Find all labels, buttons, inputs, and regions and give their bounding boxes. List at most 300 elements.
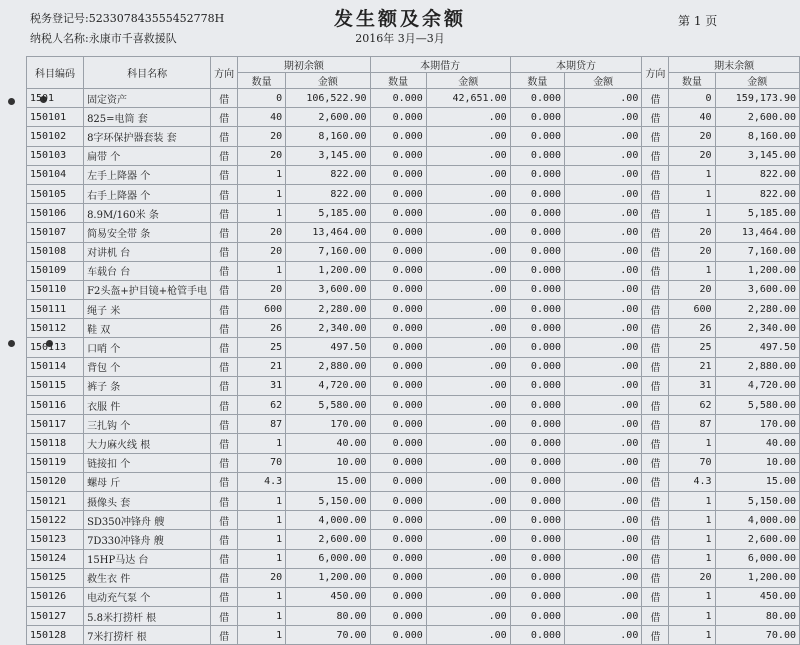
cell-ca: .00 [565,146,642,165]
table-row [27,338,800,357]
cell-dq: 0.000 [370,415,426,434]
col-qty: 数量 [510,73,564,89]
cell-dir: 借 [211,549,238,568]
cell-eq: 25 [669,338,715,357]
col-name: 科目名称 [84,57,211,89]
cell-dir: 借 [211,242,238,261]
cell-cq: 0.000 [510,376,564,395]
cell-oq: 70 [238,453,286,472]
cell-dir2: 借 [642,146,669,165]
cell-oq: 40 [238,108,286,127]
cell-eq: 20 [669,280,715,299]
cell-ea: 450.00 [715,587,799,606]
table-row [27,319,800,338]
cell-ca: .00 [565,434,642,453]
cell-oa: 450.00 [286,587,370,606]
table-row [27,472,800,491]
cell-dq: 0.000 [370,108,426,127]
cell-ca: .00 [565,587,642,606]
cell-dq: 0.000 [370,376,426,395]
cell-dir2: 借 [642,108,669,127]
cell-code: 150123 [27,530,84,549]
cell-oq: 20 [238,146,286,165]
cell-oq: 1 [238,626,286,645]
cell-ca: .00 [565,511,642,530]
cell-dir: 借 [211,280,238,299]
table-row [27,89,800,108]
cell-da: .00 [426,434,510,453]
cell-cq: 0.000 [510,204,564,223]
cell-da: .00 [426,127,510,146]
cell-cq: 0.000 [510,396,564,415]
cell-eq: 1 [669,184,715,203]
table-row [27,242,800,261]
cell-ca: .00 [565,184,642,203]
cell-ea: 5,580.00 [715,396,799,415]
cell-da: .00 [426,184,510,203]
table-row [27,530,800,549]
cell-dq: 0.000 [370,626,426,645]
cell-ea: 70.00 [715,626,799,645]
table-row [27,204,800,223]
cell-code: 150116 [27,396,84,415]
col-qty: 数量 [669,73,715,89]
cell-dq: 0.000 [370,587,426,606]
cell-oq: 20 [238,127,286,146]
cell-oq: 20 [238,568,286,587]
col-qty: 数量 [370,73,426,89]
col-qty: 数量 [238,73,286,89]
cell-eq: 1 [669,261,715,280]
cell-cq: 0.000 [510,587,564,606]
cell-ca: .00 [565,89,642,108]
table-row [27,184,800,203]
cell-code: 150102 [27,127,84,146]
cell-ea: 497.50 [715,338,799,357]
cell-dq: 0.000 [370,568,426,587]
cell-dq: 0.000 [370,549,426,568]
cell-oa: 15.00 [286,472,370,491]
cell-dir: 借 [211,319,238,338]
cell-cq: 0.000 [510,472,564,491]
cell-code: 150107 [27,223,84,242]
cell-eq: 21 [669,357,715,376]
cell-dir2: 借 [642,607,669,626]
cell-eq: 31 [669,376,715,395]
cell-dir: 借 [211,453,238,472]
cell-dir: 借 [211,376,238,395]
cell-name: 大力麻火线 根 [84,434,211,453]
cell-ca: .00 [565,415,642,434]
cell-dq: 0.000 [370,453,426,472]
cell-oa: 2,600.00 [286,530,370,549]
cell-dir: 借 [211,396,238,415]
cell-dir: 借 [211,626,238,645]
cell-ca: .00 [565,530,642,549]
cell-name: 口哨 个 [84,338,211,357]
cell-ca: .00 [565,242,642,261]
cell-eq: 20 [669,146,715,165]
cell-dir2: 借 [642,472,669,491]
cell-oq: 1 [238,184,286,203]
cell-ea: 2,880.00 [715,357,799,376]
cell-name: 左手上降器 个 [84,165,211,184]
cell-ea: 7,160.00 [715,242,799,261]
cell-dir: 借 [211,261,238,280]
cell-dir: 借 [211,146,238,165]
cell-eq: 1 [669,491,715,510]
cell-cq: 0.000 [510,568,564,587]
cell-ca: .00 [565,453,642,472]
cell-oq: 1 [238,530,286,549]
cell-name: 对讲机 台 [84,242,211,261]
table-row [27,415,800,434]
cell-eq: 0 [669,89,715,108]
cell-da: .00 [426,549,510,568]
cell-dir: 借 [211,607,238,626]
cell-oq: 1 [238,549,286,568]
cell-ca: .00 [565,607,642,626]
cell-dq: 0.000 [370,338,426,357]
cell-name: 7米打捞杆 根 [84,626,211,645]
cell-code: 150105 [27,184,84,203]
cell-eq: 4.3 [669,472,715,491]
cell-dir2: 借 [642,376,669,395]
cell-name: 825=电筒 套 [84,108,211,127]
cell-oa: 1,200.00 [286,568,370,587]
table-row [27,491,800,510]
table-row [27,223,800,242]
cell-ea: 822.00 [715,184,799,203]
cell-dir2: 借 [642,242,669,261]
cell-da: .00 [426,587,510,606]
cell-ea: 13,464.00 [715,223,799,242]
cell-dir2: 借 [642,127,669,146]
cell-ca: .00 [565,568,642,587]
cell-cq: 0.000 [510,280,564,299]
report-title: 发生额及余额 [333,8,466,30]
cell-dq: 0.000 [370,607,426,626]
cell-oa: 1,200.00 [286,261,370,280]
tax-id: 税务登记号:523307843555452778H [30,12,225,25]
report-period: 2016年 3月—3月 [355,32,445,45]
cell-dir: 借 [211,165,238,184]
cell-dir2: 借 [642,530,669,549]
cell-name: 15HP马达 台 [84,549,211,568]
col-amount: 金额 [565,73,642,89]
cell-oq: 31 [238,376,286,395]
col-amount: 金额 [286,73,370,89]
cell-dir: 借 [211,568,238,587]
cell-ea: 40.00 [715,434,799,453]
cell-oa: 5,580.00 [286,396,370,415]
cell-ca: .00 [565,376,642,395]
cell-eq: 20 [669,568,715,587]
cell-name: 8字环保护器套装 套 [84,127,211,146]
cell-oa: 7,160.00 [286,242,370,261]
cell-oq: 1 [238,204,286,223]
cell-code: 1501 [27,89,84,108]
cell-code: 150110 [27,280,84,299]
cell-oq: 1 [238,261,286,280]
cell-dir2: 借 [642,357,669,376]
cell-name: 链接扣 个 [84,453,211,472]
cell-da: .00 [426,146,510,165]
cell-code: 150114 [27,357,84,376]
cell-dir: 借 [211,89,238,108]
cell-code: 150120 [27,472,84,491]
cell-dir2: 借 [642,338,669,357]
cell-cq: 0.000 [510,453,564,472]
cell-dir: 借 [211,491,238,510]
cell-dq: 0.000 [370,491,426,510]
cell-ea: 8,160.00 [715,127,799,146]
cell-dq: 0.000 [370,242,426,261]
cell-dir2: 借 [642,89,669,108]
table-row [27,376,800,395]
cell-name: 8.9M/160米 条 [84,204,211,223]
cell-eq: 26 [669,319,715,338]
cell-dq: 0.000 [370,127,426,146]
cell-code: 150118 [27,434,84,453]
cell-da: .00 [426,511,510,530]
cell-da: .00 [426,415,510,434]
cell-code: 150103 [27,146,84,165]
cell-ea: 1,200.00 [715,261,799,280]
cell-ea: 170.00 [715,415,799,434]
table-row [27,108,800,127]
cell-oq: 25 [238,338,286,357]
cell-eq: 1 [669,204,715,223]
cell-code: 150111 [27,300,84,319]
cell-ca: .00 [565,165,642,184]
cell-oa: 40.00 [286,434,370,453]
cell-oa: 10.00 [286,453,370,472]
col-amount: 金额 [426,73,510,89]
cell-da: .00 [426,261,510,280]
cell-da: .00 [426,626,510,645]
cell-dq: 0.000 [370,146,426,165]
cell-oq: 1 [238,491,286,510]
cell-cq: 0.000 [510,108,564,127]
cell-oa: 5,150.00 [286,491,370,510]
cell-ca: .00 [565,626,642,645]
cell-ea: 4,720.00 [715,376,799,395]
cell-name: 衣服 件 [84,396,211,415]
ledger-body [27,89,800,645]
cell-dir: 借 [211,357,238,376]
cell-eq: 1 [669,434,715,453]
cell-code: 150104 [27,165,84,184]
cell-name: 绳子 米 [84,300,211,319]
cell-dir2: 借 [642,415,669,434]
cell-oq: 26 [238,319,286,338]
table-row [27,587,800,606]
cell-dq: 0.000 [370,165,426,184]
cell-dir2: 借 [642,204,669,223]
cell-da: .00 [426,357,510,376]
table-row [27,626,800,645]
cell-da: .00 [426,568,510,587]
cell-name: 右手上降器 个 [84,184,211,203]
cell-dir: 借 [211,415,238,434]
cell-ea: 6,000.00 [715,549,799,568]
cell-ca: .00 [565,472,642,491]
cell-ca: .00 [565,357,642,376]
cell-da: .00 [426,319,510,338]
cell-oq: 20 [238,242,286,261]
cell-name: 背包 个 [84,357,211,376]
cell-name: 裤子 条 [84,376,211,395]
cell-cq: 0.000 [510,223,564,242]
cell-oa: 3,145.00 [286,146,370,165]
cell-dir2: 借 [642,511,669,530]
cell-dq: 0.000 [370,89,426,108]
col-code: 科目编码 [27,57,84,89]
table-row [27,434,800,453]
cell-code: 150108 [27,242,84,261]
cell-dir2: 借 [642,434,669,453]
cell-cq: 0.000 [510,357,564,376]
cell-eq: 62 [669,396,715,415]
cell-code: 150101 [27,108,84,127]
cell-dq: 0.000 [370,319,426,338]
cell-cq: 0.000 [510,184,564,203]
cell-ea: 159,173.90 [715,89,799,108]
cell-code: 150121 [27,491,84,510]
cell-dir2: 借 [642,549,669,568]
col-dir2: 方向 [642,57,669,89]
cell-dq: 0.000 [370,434,426,453]
cell-eq: 600 [669,300,715,319]
cell-eq: 1 [669,511,715,530]
cell-ca: .00 [565,396,642,415]
cell-da: .00 [426,108,510,127]
cell-oq: 1 [238,587,286,606]
cell-dq: 0.000 [370,223,426,242]
cell-cq: 0.000 [510,319,564,338]
cell-ea: 5,185.00 [715,204,799,223]
cell-name: 鞋 双 [84,319,211,338]
cell-da: .00 [426,204,510,223]
cell-dq: 0.000 [370,261,426,280]
cell-ca: .00 [565,280,642,299]
cell-eq: 70 [669,453,715,472]
cell-dir: 借 [211,472,238,491]
cell-oa: 822.00 [286,165,370,184]
punch-hole [8,98,15,105]
cell-ca: .00 [565,549,642,568]
cell-dir: 借 [211,587,238,606]
cell-cq: 0.000 [510,511,564,530]
cell-oa: 5,185.00 [286,204,370,223]
cell-dir2: 借 [642,223,669,242]
punch-hole [8,340,15,347]
cell-code: 150127 [27,607,84,626]
cell-ca: .00 [565,261,642,280]
table-row [27,568,800,587]
cell-code: 150125 [27,568,84,587]
cell-dir: 借 [211,204,238,223]
cell-dir2: 借 [642,319,669,338]
cell-dq: 0.000 [370,472,426,491]
cell-dir2: 借 [642,626,669,645]
col-credit: 本期贷方 [510,57,642,73]
cell-oq: 0 [238,89,286,108]
cell-dir2: 借 [642,261,669,280]
cell-eq: 40 [669,108,715,127]
cell-dir2: 借 [642,453,669,472]
cell-dq: 0.000 [370,300,426,319]
cell-eq: 20 [669,223,715,242]
cell-da: .00 [426,472,510,491]
cell-dq: 0.000 [370,511,426,530]
cell-dq: 0.000 [370,357,426,376]
cell-dir: 借 [211,511,238,530]
cell-ca: .00 [565,127,642,146]
table-row [27,280,800,299]
cell-oq: 62 [238,396,286,415]
ledger-table [26,56,800,645]
cell-cq: 0.000 [510,530,564,549]
cell-ca: .00 [565,108,642,127]
cell-dq: 0.000 [370,530,426,549]
cell-code: 150113 [27,338,84,357]
cell-eq: 20 [669,127,715,146]
cell-oq: 20 [238,280,286,299]
cell-eq: 1 [669,165,715,184]
cell-code: 150106 [27,204,84,223]
cell-ea: 2,600.00 [715,530,799,549]
cell-oq: 600 [238,300,286,319]
cell-ea: 5,150.00 [715,491,799,510]
cell-cq: 0.000 [510,491,564,510]
cell-oq: 1 [238,607,286,626]
cell-oa: 13,464.00 [286,223,370,242]
cell-name: 螺母 斤 [84,472,211,491]
cell-oq: 1 [238,434,286,453]
cell-dir: 借 [211,530,238,549]
cell-oq: 21 [238,357,286,376]
cell-da: .00 [426,453,510,472]
cell-dq: 0.000 [370,280,426,299]
cell-dir: 借 [211,434,238,453]
cell-oa: 2,880.00 [286,357,370,376]
cell-code: 150126 [27,587,84,606]
cell-oa: 3,600.00 [286,280,370,299]
cell-name: 扁带 个 [84,146,211,165]
cell-name: 7D330冲锋舟 艘 [84,530,211,549]
cell-dir2: 借 [642,184,669,203]
cell-name: F2头盔+护目镜+枪管手电 [84,280,211,299]
cell-cq: 0.000 [510,300,564,319]
cell-oa: 2,280.00 [286,300,370,319]
cell-da: .00 [426,376,510,395]
cell-dq: 0.000 [370,184,426,203]
cell-ca: .00 [565,300,642,319]
table-row [27,146,800,165]
cell-ea: 4,000.00 [715,511,799,530]
table-row [27,165,800,184]
cell-da: .00 [426,242,510,261]
cell-eq: 20 [669,242,715,261]
cell-eq: 87 [669,415,715,434]
cell-code: 150124 [27,549,84,568]
cell-dir: 借 [211,184,238,203]
cell-oa: 497.50 [286,338,370,357]
cell-ea: 2,600.00 [715,108,799,127]
cell-dir: 借 [211,127,238,146]
